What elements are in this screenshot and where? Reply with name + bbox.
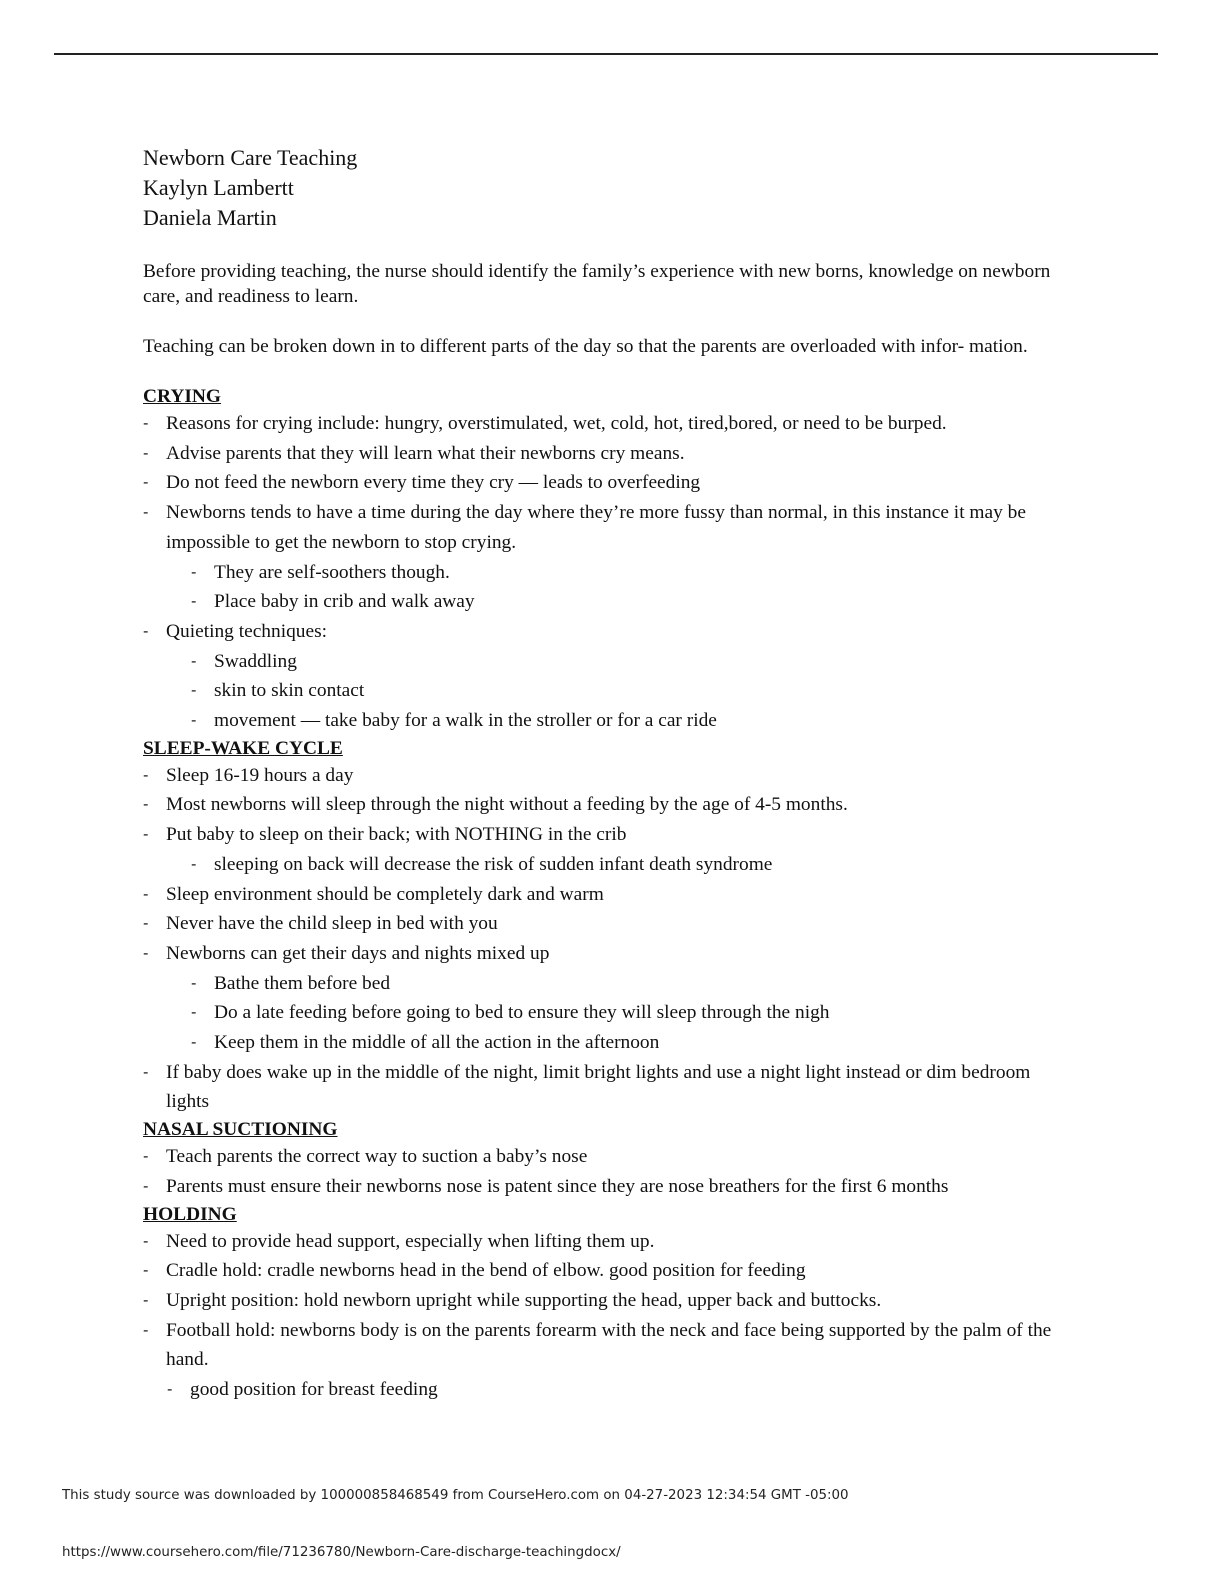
bullet-icon: - [191, 854, 197, 873]
bullet-icon: - [143, 621, 149, 640]
author-2: Daniela Martin [143, 205, 277, 230]
bullet-icon: - [143, 914, 149, 933]
intro-paragraph-1: Before providing teaching, the nurse should identify the family’s experience with new borns, knowledge on newborn care, and readiness to learn. [143, 261, 1051, 307]
list-item: - Most newborns will sleep through the night without a feeding by the age of 4-5 months. [143, 790, 1073, 820]
list-item: - If baby does wake up in the middle of the night, limit bright lights and use a night light instead or dim bedroom lights [143, 1058, 1073, 1117]
bullet-icon: - [143, 943, 149, 962]
list-item: - Sleep environment should be completely dark and warm [143, 880, 1073, 910]
bullet-icon: - [143, 503, 149, 522]
bullet-icon: - [191, 1033, 197, 1052]
list-subitem: - skin to skin contact [143, 676, 1073, 706]
bullet-icon: - [191, 711, 197, 730]
list-item: - Parents must ensure their newborns nose is patent since they are nose breathers for the first 6 months [143, 1172, 1073, 1202]
document-body [143, 143, 1073, 1405]
list-subitem: - Swaddling [143, 647, 1073, 677]
list-item: - Advise parents that they will learn what their newborns cry means. [143, 439, 1073, 469]
list-item: - Cradle hold: cradle newborns head in the bend of elbow. good position for feeding [143, 1256, 1073, 1286]
nasal-list [143, 1142, 1073, 1201]
section-heading-crying: CRYING [143, 386, 221, 407]
list-subitem: - sleeping on back will decrease the risk of sudden infant death syndrome [143, 850, 1073, 880]
list-subitem: - They are self-soothers though. [143, 558, 1073, 588]
list-subitem: - movement — take baby for a walk in the stroller or for a car ride [143, 706, 1073, 736]
author-1: Kaylyn Lambertt [143, 175, 294, 200]
list-item: - Quieting techniques: [143, 617, 1073, 647]
bullet-icon: - [191, 562, 197, 581]
list-item: - Need to provide head support, especially when lifting them up. [143, 1227, 1073, 1257]
bullet-icon: - [191, 1003, 197, 1022]
list-item: - Newborns tends to have a time during the day where they’re more fussy than normal, in this instance it may be impossible to get the newborn to stop crying. [143, 498, 1073, 557]
bullet-icon: - [143, 795, 149, 814]
list-item: - Football hold: newborns body is on the parents forearm with the neck and face being supported by the palm of the hand. [143, 1316, 1073, 1375]
list-subitem: - Bathe them before bed [143, 969, 1073, 999]
list-item: - Sleep 16-19 hours a day [143, 761, 1073, 791]
bullet-icon: - [143, 473, 149, 492]
list-subitem: - Do a late feeding before going to bed to ensure they will sleep through the nigh [143, 998, 1073, 1028]
list-item: - Do not feed the newborn every time they cry — leads to overfeeding [143, 468, 1073, 498]
bullet-icon: - [191, 651, 197, 670]
list-subitem: - Place baby in crib and walk away [143, 587, 1073, 617]
holding-list [143, 1227, 1073, 1405]
bullet-icon: - [143, 1290, 149, 1309]
bullet-icon: - [191, 592, 197, 611]
bullet-icon: - [143, 825, 149, 844]
bullet-icon: - [143, 1062, 149, 1081]
source-url: https://www.coursehero.com/file/71236780/Newborn-Care-discharge-teachingdocx/ [62, 1545, 621, 1560]
bullet-icon: - [143, 1176, 149, 1195]
bullet-icon: - [143, 1261, 149, 1280]
bullet-icon: - [143, 1147, 149, 1166]
sleep-list [143, 761, 1073, 1117]
list-item: - Teach parents the correct way to suction a baby’s nose [143, 1142, 1073, 1172]
list-item: - Put baby to sleep on their back; with NOTHING in the crib [143, 820, 1073, 850]
list-subitem: - good position for breast feeding [143, 1375, 1073, 1405]
bullet-icon: - [143, 765, 149, 784]
list-item: - Newborns can get their days and nights mixed up [143, 939, 1073, 969]
document-title: Newborn Care Teaching [143, 145, 358, 170]
bullet-icon: - [143, 414, 149, 432]
bullet-icon: - [143, 884, 149, 903]
bullet-icon: - [167, 1380, 173, 1399]
bullet-icon: - [191, 681, 197, 700]
section-heading-nasal: NASAL SUCTIONING [143, 1119, 338, 1141]
list-subitem: - Keep them in the middle of all the action in the afternoon [143, 1028, 1073, 1058]
list-item: - Reasons for crying include: hungry, overstimulated, wet, cold, hot, tired,bored, or need to be burped. [143, 409, 1073, 439]
bullet-icon: - [143, 1320, 149, 1339]
section-heading-sleep: SLEEP-WAKE CYCLE [143, 737, 343, 759]
list-item: - Never have the child sleep in bed with you [143, 909, 1073, 939]
title-block [143, 143, 1073, 233]
bullet-icon: - [143, 1231, 149, 1250]
list-item: - Upright position: hold newborn upright while supporting the head, upper back and buttocks. [143, 1286, 1073, 1316]
top-rule [54, 53, 1158, 55]
bullet-icon: - [191, 973, 197, 992]
intro-paragraph-2: Teaching can be broken down in to different parts of the day so that the parents are overloaded with infor- mation. [143, 336, 1028, 357]
section-heading-holding: HOLDING [143, 1203, 237, 1225]
bullet-icon: - [143, 443, 149, 462]
download-notice: This study source was downloaded by 100000858468549 from CourseHero.com on 04-27-2023 12:34:54 GMT -05:00 [62, 1488, 849, 1503]
crying-list [143, 409, 1073, 736]
